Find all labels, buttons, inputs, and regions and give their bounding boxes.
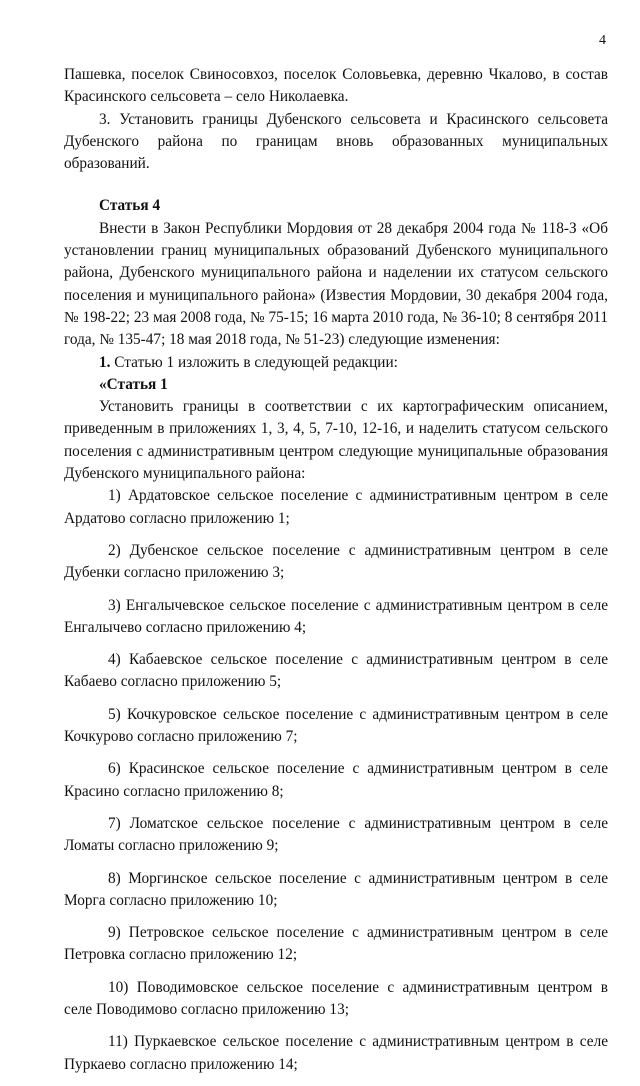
list-item: 8) Моргинское сельское поселение с административным центром в селе Морга согласно приложению 10; [64,869,608,909]
change-1 [64,352,608,374]
article-4-text: Внести в Закон Республики Мордовия от 28 декабря 2004 года № 118-З «Об установлении границ муниципальных образований Дубенского муниципального района, Дубенского муниципального района и наделении их статусом сельского поселения и муниципального района» (Известия Мордовии, 30 декабря 2004 года, № 198-22; 23 мая 2008 года, № 75-15; 16 марта 2010 года, № 36-10; 8 сентября 2011 года, № 135-47; 18 мая 2018 года, № 51-23) следующие изменения: [64,219,608,349]
list-item: 10) Поводимовское сельское поселение с административным центром в селе Поводимово согласно приложению 13; [64,978,608,1018]
new-article-heading: «Статья 1 [99,375,168,393]
list-item: 5) Кочкуровское сельское поселение с административным центром в селе Кочкурово согласно приложению 7; [64,705,608,746]
change-1-number: 1. [99,353,111,371]
list-item: 1) Ардатовское сельское поселение с административным центром в селе Ардатово согласно приложению 1; [64,487,608,527]
document-body [64,64,608,1086]
list-item: 2) Дубенское сельское поселение с административным центром в селе Дубенки согласно приложению 3; [64,541,608,582]
list-item: 7) Ломатское сельское поселение с административным центром в селе Ломаты согласно приложению 9; [64,814,608,855]
list-item: 6) Красинское сельское поселение с административным центром в селе Красино согласно приложению 8; [64,760,608,800]
list-item: 11) Пуркаевское сельское поселение с административным центром в селе Пуркаево согласно приложению 14; [64,1033,608,1073]
list-item: 4) Кабаевское сельское поселение с административным центром в селе Кабаево согласно приложению 5; [64,651,608,691]
article-4-heading: Статья 4 [99,197,161,215]
list-item: 3) Енгалычевское сельское поселение с административным центром в селе Енгалычево согласно приложению 4; [64,596,608,636]
list-item: 9) Петровское сельское поселение с административным центром в селе Петровка согласно приложению 12; [64,924,608,964]
intro-continuation: Пашевка, поселок Свиносовхоз, поселок Соловьевка, деревню Чкалово, в состав Красинского сельсовета – село Николаевка. [64,66,608,106]
settlement-list [64,485,608,1076]
point-3: 3. Установить границы Дубенского сельсовета и Красинского сельсовета Дубенского района по границам вновь образованных муниципальных образований. [64,110,608,173]
section-gap [64,175,608,195]
new-article-text: Установить границы в соответствии с их картографическим описанием, приведенным в приложениях 1, 3, 4, 5, 7-10, 12-16, и наделить статусом сельского поселения с административным центром следующие муниципальные образования Дубенского муниципального района: [64,398,608,483]
page-number: 4 [599,33,606,48]
change-1-text: Статью 1 изложить в следующей редакции: [110,353,398,371]
